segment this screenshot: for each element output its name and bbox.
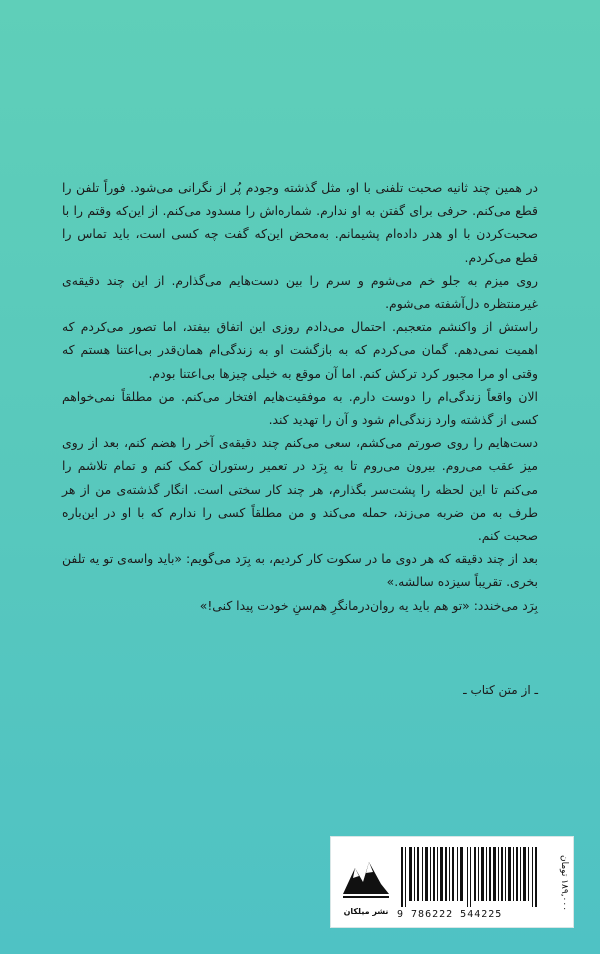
excerpt-text <box>62 176 538 617</box>
excerpt-paragraph-1: در همین چند ثانیه صحبت تلفنی با او، مثل گذشته وجودم پُر از نگرانی می‌شود. فوراً تلفن را قطع می‌کنم. حرفی برای گفتن به او ندارم. شماره‌اش را مسدود می‌کنم. از این‌که وقتم را با صحبت‌کردن با او هدر داده‌ام پشیمانم. به‌محض این‌که گفت چه کسی است، باید تماس را قطع می‌کردم. <box>62 180 538 265</box>
excerpt-paragraph-6: بعد از چند دقیقه که هر دوی ما در سکوت کار کردیم، به بِرَد می‌گویم: «باید واسه‌ی تو یه تلفن بخری. تقریباً سیزده سالشه.» <box>62 551 538 590</box>
publisher-name: نشر میلکان <box>343 907 389 916</box>
excerpt-paragraph-2: روی میزم به جلو خم می‌شوم و سرم را بین دست‌هایم می‌گذارم. از این چند دقیقه‌ی غیرمنتظره دل‌آشفته می‌شوم. <box>62 272 538 312</box>
excerpt-paragraph-5: دست‌هایم را روی صورتم می‌کشم، سعی می‌کنم چند دقیقه‌ی آخر را هضم کنم، بعد از روی میز عقب می‌روم. بیرون می‌روم تا به بِرَد در تعمیر رستوران کمک کنم و تمام تلاشم را می‌کنم تا این لحظه را پشت‌سر بگذارم، هر چند کار سختی است. انگار گذشته‌ی من از هر طرف به من ضربه می‌زند، حمله می‌کند و من مطلقاً کسی را ندارم که با او در این‌باره صحبت کنم. <box>62 435 538 544</box>
price-label: ۱۸۹,۰۰۰ تومان <box>559 854 569 912</box>
excerpt-source: ـ از متن کتاب ـ <box>463 683 538 697</box>
isbn-number: 9 786222 544225 <box>397 909 503 920</box>
barcode-icon <box>401 847 541 907</box>
excerpt-paragraph-4: الان واقعاً زندگی‌ام را دوست دارم. به موفقیت‌هایم افتخار می‌کنم. من مطلقاً نمی‌خواهم کسی از گذشته وارد زندگی‌ام شود و آن را تهدید کند. <box>62 388 538 428</box>
excerpt-paragraph-3: راستش از واکنشم متعجبم. احتمال می‌دادم روزی این اتفاق بیفتد، اما تصور می‌کردم که اهمیت نمی‌دهم. گمان می‌کردم که به بازگشت او به زندگی‌ام همان‌قدر بی‌اعتنا هستم که وقتی او مرا مجبور کرد ترکش کنم. اما آن موقع به خیلی چیزها بی‌اعتنا بودم. <box>62 319 538 381</box>
barcode-panel <box>330 836 574 928</box>
excerpt-paragraph-7: بِرَد می‌خندد: «تو هم باید یه روان‌درمانگرِ هم‌سنِ خودت پیدا کنی!» <box>199 597 538 613</box>
